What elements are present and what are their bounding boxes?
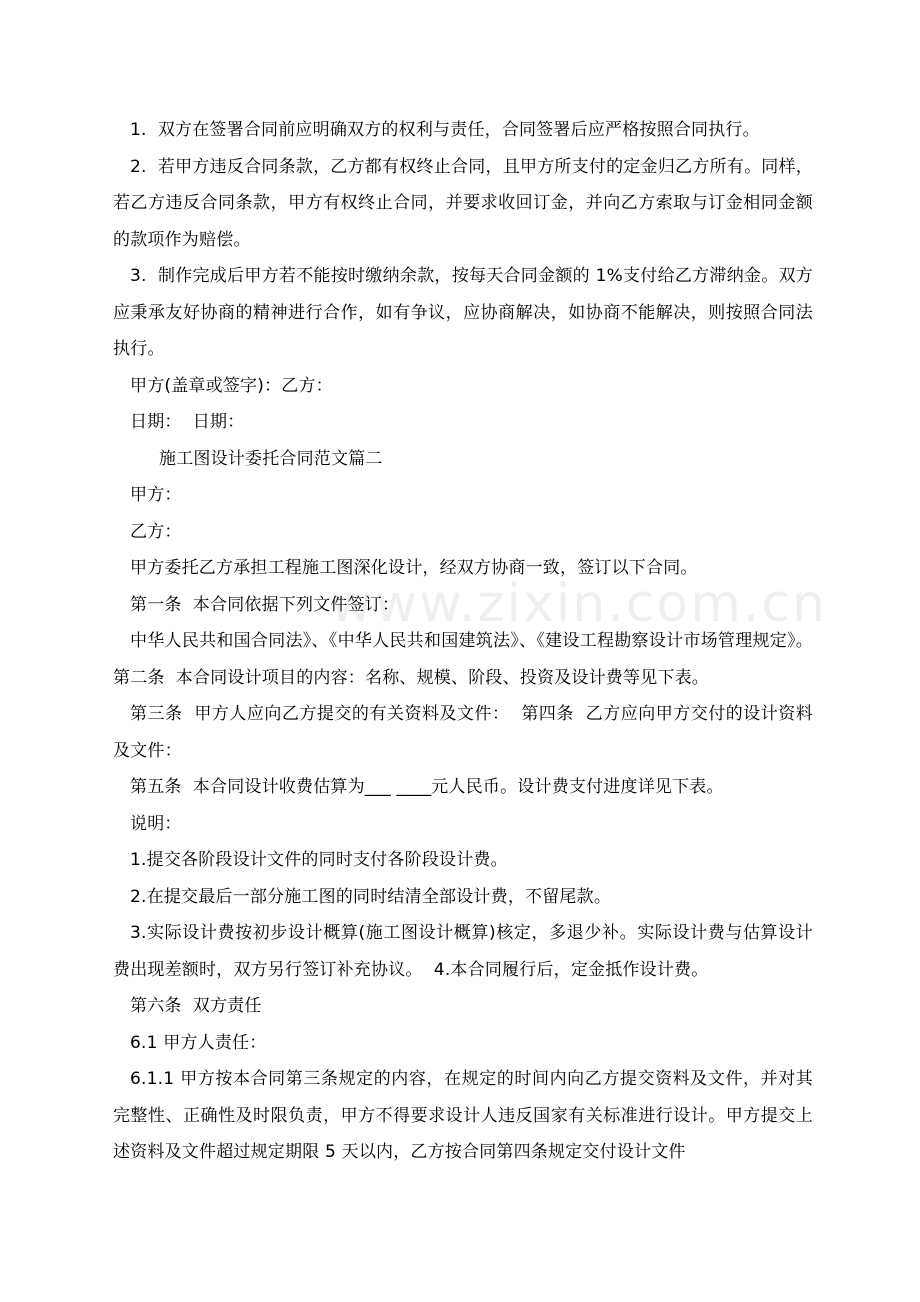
paragraph-signature-line: 甲方(盖章或签字)：乙方： bbox=[130, 375, 333, 396]
paragraph-intro: 甲方委托乙方承担工程施工图深化设计，经双方协商一致，签订以下合同。 bbox=[130, 558, 698, 578]
paragraph-article-5: 第五条 本合同设计收费估算为___ ____元人民币。设计费支付进度详见下表。 bbox=[130, 777, 724, 797]
paragraph-clause-3: 3. 制作完成后甲方若不能按时缴纳余款，按每天合同金额的 1%支付给乙方滞纳金。双方应秉承友好协商的精神进行合作，如有争议，应协商解决，如协商不能解决，则按照合同法执行。 bbox=[113, 266, 813, 359]
paragraph-article-6-1-1: 6.1.1 甲方按本合同第三条规定的内容，在规定的时间内向乙方提交资料及文件，并对其完整性、正确性及时限负责，甲方不得要求设计人违反国家有关标准进行设计。甲方提交上述资料及文件超过规定期限 5 天以内，乙方按合同第四条规定交付设计文件 bbox=[113, 1069, 813, 1162]
paragraph-party-b: 乙方： bbox=[130, 521, 182, 542]
paragraph-article-3-4: 第三条 甲方人应向乙方提交的有关资料及文件： 第四条 乙方应向甲方交付的设计资料及文件： bbox=[113, 704, 813, 761]
paragraph-note-1: 1.提交各阶段设计文件的同时支付各阶段设计费。 bbox=[130, 850, 508, 870]
paragraph-note-3-4: 3.实际设计费按初步设计概算(施工图设计概算)核定，多退少补。实际设计费与估算设计费出现差额时，双方另行签订补充协议。 4.本合同履行后，定金抵作设计费。 bbox=[113, 923, 813, 980]
paragraph-article-1: 第一条 本合同依据下列文件签订： bbox=[130, 594, 400, 615]
watermark: www.zixin.com.cn bbox=[330, 574, 827, 634]
paragraph-party-a: 甲方： bbox=[130, 485, 182, 505]
paragraph-article-6-1: 6.1 甲方人责任： bbox=[130, 1032, 267, 1053]
paragraph-note-title: 说明： bbox=[130, 813, 182, 834]
paragraph-date-line: 日期： 日期： bbox=[130, 412, 245, 432]
document-body bbox=[113, 112, 819, 1171]
paragraph-clause-2: 2. 若甲方违反合同条款，乙方都有权终止合同，且甲方所支付的定金归乙方所有。同样，若乙方违反合同条款，甲方有权终止合同，并要求收回订金，并向乙方索取与订金相同金额的款项作为赔偿。 bbox=[113, 156, 813, 250]
paragraph-article-6: 第六条 双方责任 bbox=[130, 996, 262, 1016]
paragraph-note-2: 2.在提交最后一部分施工图的同时结清全部设计费，不留尾款。 bbox=[130, 886, 612, 907]
paragraph-laws: 中华人民共和国合同法》、《中华人民共和国建筑法》、《建设工程勘察设计市场管理规定》。 第二条 本合同设计项目的内容：名称、规模、阶段、投资及设计费等见下表。 bbox=[113, 631, 819, 688]
paragraph-clause-1: 1. 双方在签署合同前应明确双方的权利与责任，合同签署后应严格按照合同执行。 bbox=[130, 120, 760, 140]
paragraph-section-title: 施工图设计委托合同范文篇二 bbox=[159, 448, 383, 469]
